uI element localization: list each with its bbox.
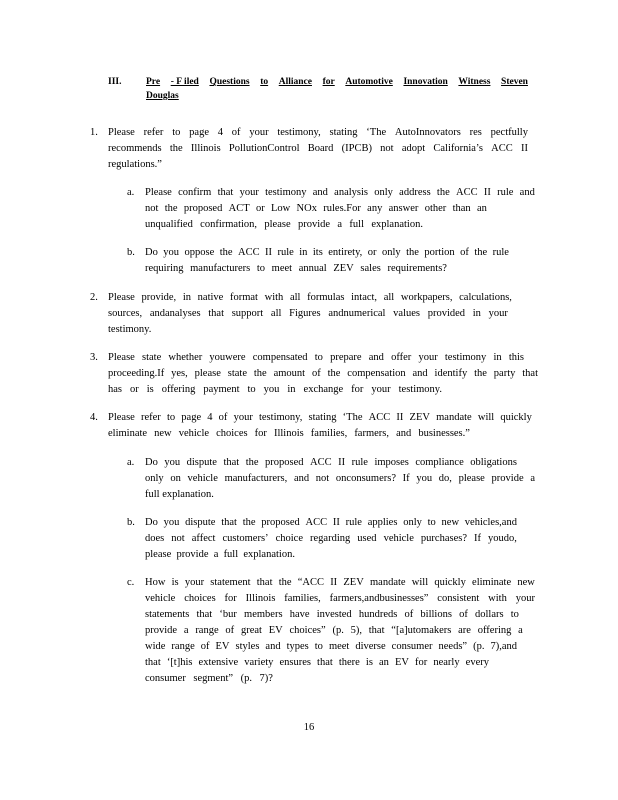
title-word: - F iled: [170, 77, 199, 87]
text-line: provide a range of great EV choices” (p. 5), that “[a]utomakers are offering a: [145, 625, 523, 636]
question-4-c: [127, 575, 535, 687]
text-line: please provide a full explanation.: [145, 549, 295, 560]
text-line: Do you dispute that the proposed ACC II rule applies only to new vehicles,and: [145, 517, 517, 528]
sub-question-letter: b.: [127, 517, 135, 528]
text-line: Please state whether youwere compensated to prepare and offer your testimony in this: [108, 352, 524, 363]
title-word: Innovation: [403, 77, 448, 87]
section-number: III.: [108, 77, 122, 87]
sub-question-letter: a.: [127, 457, 135, 468]
text-line: not the proposed ACT or Low NOx rules.For any answer other than an: [145, 203, 487, 214]
title-word: for: [322, 77, 335, 87]
title-word: Alliance: [278, 77, 312, 87]
text-line: How is your statement that the “ACC II ZEV mandate will quickly eliminate new: [145, 577, 535, 588]
text-line: eliminate new vehicle choices for Illinois families, farmers, and businesses.”: [108, 428, 470, 439]
text-line: testimony.: [108, 324, 152, 335]
text-line: sources, andanalyses that support all Figures andnumerical values provided in your: [108, 308, 508, 319]
text-line: consumer segment” (p. 7)?: [145, 673, 273, 684]
question-number: 3.: [90, 352, 98, 363]
text-line: Please provide, in native format with all formulas intact, all workpapers, calculations,: [108, 292, 512, 303]
section-title-line-2: Douglas: [146, 91, 179, 101]
question-3: [90, 350, 538, 398]
question-number: 2.: [90, 292, 98, 303]
question-4-b: [127, 515, 517, 563]
text-line: vehicle choices for Illinois families, farmers,andbusinesses” consistent with your: [145, 593, 535, 604]
sub-question-letter: b.: [127, 247, 135, 258]
title-word: Automotive: [345, 77, 393, 87]
question-4: [90, 410, 532, 442]
section-heading: [108, 75, 528, 103]
text-line: proceeding.If yes, please state the amount of the compensation and identify the party that: [108, 368, 538, 379]
text-line: Please refer to page 4 of your testimony, stating ‘The AutoInnovators res pectfully: [108, 127, 528, 138]
title-word: Steven: [501, 77, 528, 87]
text-line: recommends the Illinois PollutionControl Board (IPCB) not adopt California’s ACC II: [108, 143, 528, 154]
sub-question-letter: c.: [127, 577, 135, 588]
text-line: has or is offering payment to you in exchange for your testimony.: [108, 384, 442, 395]
question-1-a: [127, 185, 535, 233]
text-line: Please refer to page 4 of your testimony, stating ‘The ACC II ZEV mandate will quickly: [108, 412, 532, 423]
text-line: that ‘[t]his extensive variety ensures that there is an EV for nearly every: [145, 657, 489, 668]
text-line: Please confirm that your testimony and analysis only address the ACC II rule and: [145, 187, 535, 198]
text-line: does not affect customers’ choice regarding used vehicle purchases? If youdo,: [145, 533, 517, 544]
question-4-a: [127, 455, 535, 503]
text-line: Do you oppose the ACC II rule in its entirety, or only the portion of the rule: [145, 247, 509, 258]
title-word: Questions: [209, 77, 250, 87]
text-line: regulations.”: [108, 159, 162, 170]
question-1: [90, 125, 528, 173]
text-line: requiring manufacturers to meet annual ZEV sales requirements?: [145, 263, 447, 274]
text-line: Do you dispute that the proposed ACC II rule imposes compliance obligations: [145, 457, 517, 468]
sub-question-letter: a.: [127, 187, 135, 198]
text-line: only on vehicle manufacturers, and not onconsumers? If you do, please provide a: [145, 473, 535, 484]
title-word: to: [260, 77, 269, 87]
title-word: Witness: [458, 77, 491, 87]
title-word: Pre: [146, 77, 161, 87]
section-title-line-1: [146, 75, 528, 89]
text-line: full explanation.: [145, 489, 214, 500]
section-title: [146, 75, 528, 103]
question-number: 1.: [90, 127, 98, 138]
question-2: [90, 290, 512, 338]
text-line: wide range of EV styles and types to meet diverse consumer needs” (p. 7),and: [145, 641, 517, 652]
question-1-b: [127, 245, 509, 277]
text-line: statements that ‘bur members have invested hundreds of billions of dollars to: [145, 609, 519, 620]
question-number: 4.: [90, 412, 98, 423]
text-line: unqualified confirmation, please provide a full explanation.: [145, 219, 423, 230]
page-number: 16: [303, 722, 315, 733]
